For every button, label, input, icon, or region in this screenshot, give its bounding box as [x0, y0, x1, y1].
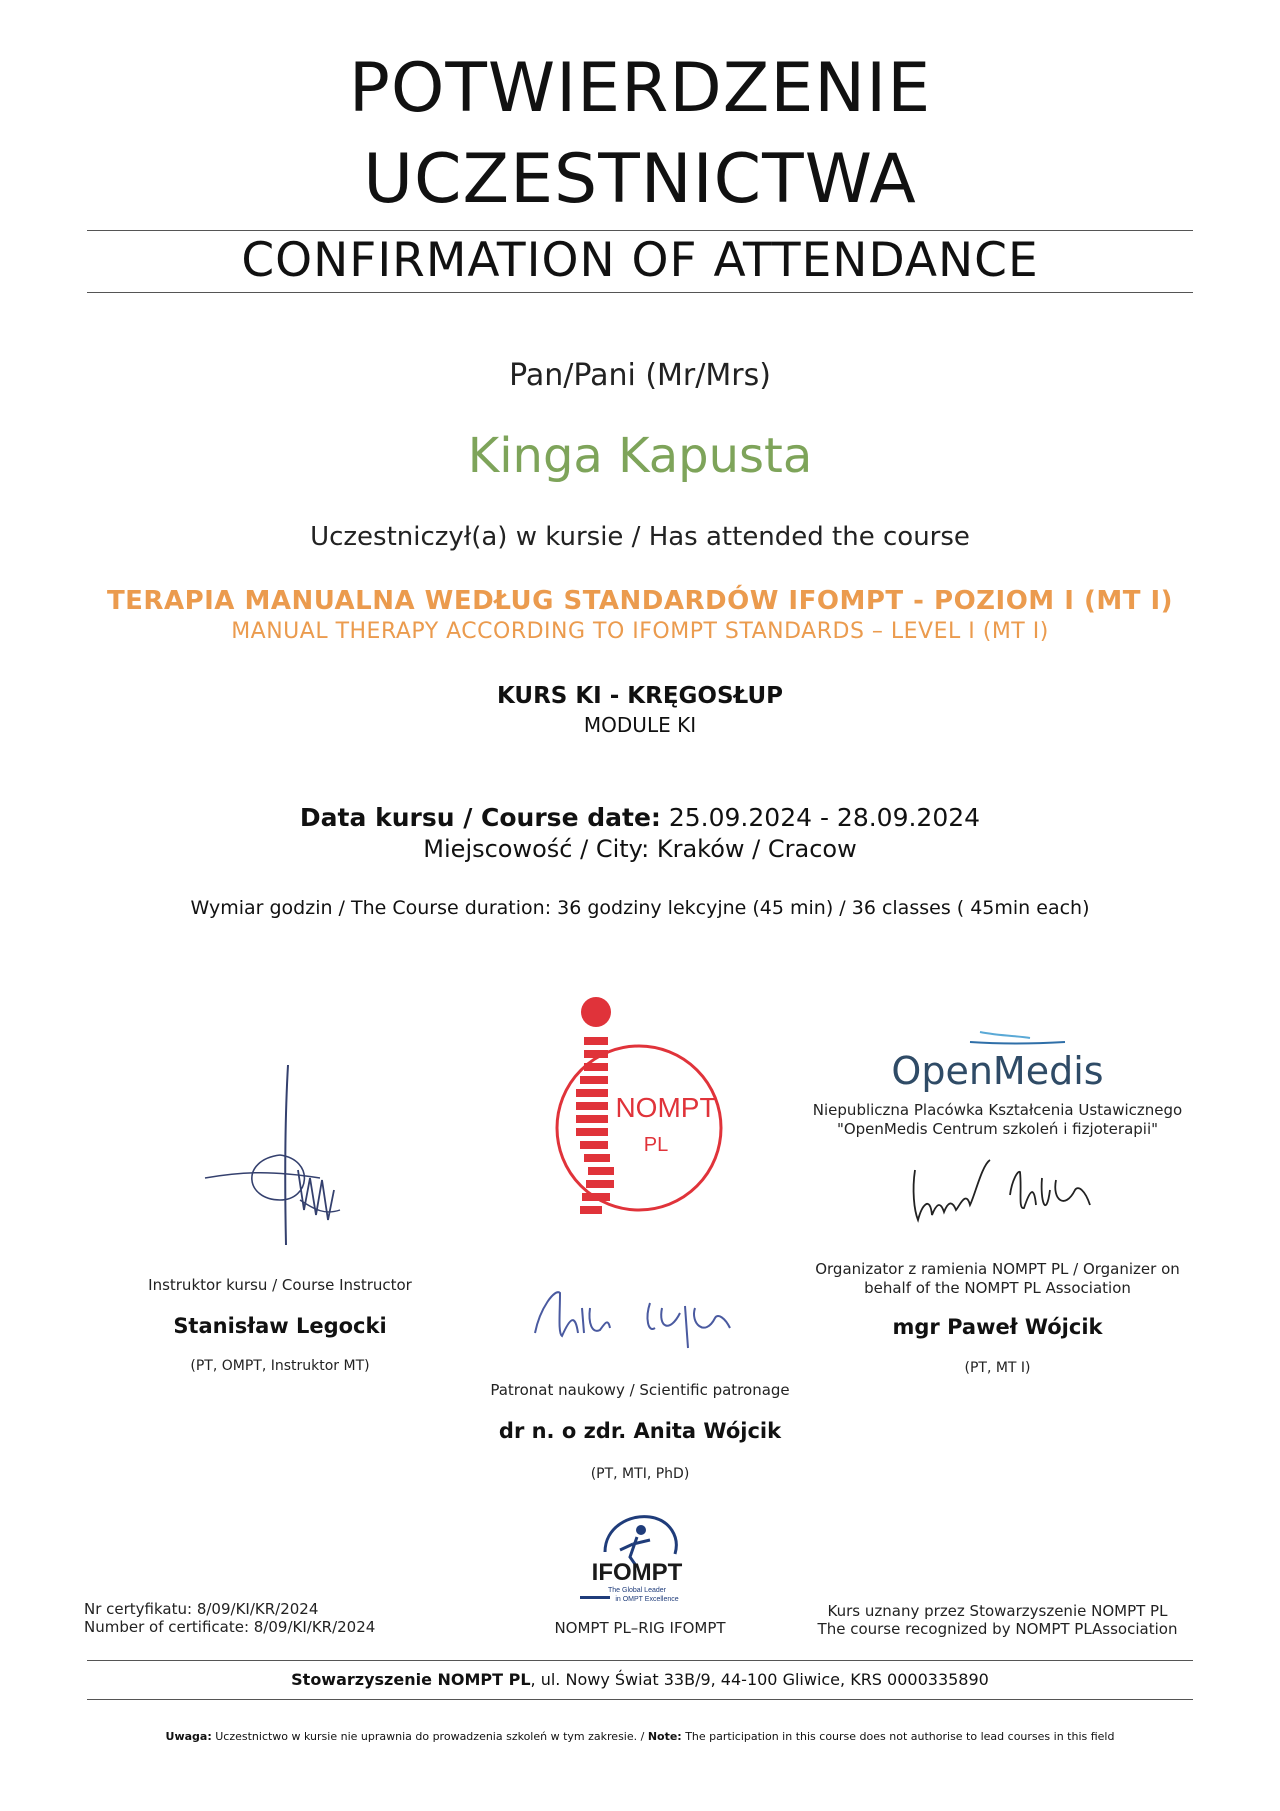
- instructor-name: Stanisław Legocki: [173, 1314, 387, 1338]
- ifompt-tagline-1: The Global Leader: [608, 1587, 666, 1594]
- course-date: [0, 803, 1280, 832]
- organizer-institution-line2: "OpenMedis Centrum szkoleń i fizjoterapii": [836, 1120, 1159, 1138]
- recipient-name: Kinga Kapusta: [467, 428, 813, 484]
- footer-org: Stowarzyszenie NOMPT PL: [291, 1670, 531, 1689]
- patron-credentials: (PT, MTI, PhD): [590, 1466, 690, 1482]
- course-name-pl: TERAPIA MANUALNA WEDŁUG STANDARDÓW IFOMPT - POZIOM I (MT I): [106, 586, 1174, 616]
- divider-top: [87, 230, 1193, 231]
- module-pl: KURS KI - KRĘGOSŁUP: [496, 683, 784, 709]
- subtitle: CONFIRMATION OF ATTENDANCE: [241, 233, 1039, 288]
- salutation: Pan/Pani (Mr/Mrs): [509, 358, 771, 393]
- module-en: MODULE KI: [583, 713, 697, 737]
- certificate-number-pl: Nr certyfikatu: 8/09/KI/KR/2024: [84, 1600, 319, 1618]
- instructor-credentials: (PT, OMPT, Instruktor MT): [190, 1358, 370, 1374]
- course-name-en: MANUAL THERAPY ACCORDING TO IFOMPT STANDARDS – LEVEL I (MT I): [231, 619, 1049, 644]
- ifompt-caption: NOMPT PL–RIG IFOMPT: [554, 1619, 726, 1637]
- course-date-value: 25.09.2024 - 28.09.2024: [668, 803, 981, 832]
- footer-divider-top: [87, 1660, 1193, 1661]
- openmedis-logo-text: OpenMedis: [891, 1049, 1104, 1093]
- nompt-logo-icon: [536, 995, 736, 1240]
- patron-signature-icon: [530, 1278, 750, 1358]
- nompt-logo-text: NOMPT: [615, 1092, 717, 1123]
- footer-note-label-pl: Uwaga:: [165, 1730, 212, 1743]
- patron-name: dr n. o zdr. Anita Wójcik: [498, 1419, 782, 1443]
- organizer-role-line1: Organizator z ramienia NOMPT PL / Organizer on: [815, 1260, 1180, 1278]
- ifompt-logo-text: IFOMPT: [591, 1559, 683, 1586]
- ifompt-tagline-2: in OMPT Excellence: [615, 1596, 679, 1603]
- attended-text: Uczestniczył(a) w kursie / Has attended the course: [310, 522, 970, 552]
- footer-note-label-en: Note:: [647, 1730, 682, 1743]
- organizer-role-line2: behalf of the NOMPT PL Association: [864, 1279, 1131, 1297]
- course-duration: Wymiar godzin / The Course duration: 36 godziny lekcyjne (45 min) / 36 classes ( 45min each): [190, 897, 1090, 919]
- divider-bottom: [87, 292, 1193, 293]
- course-date-label: Data kursu / Course date:: [299, 803, 661, 832]
- nompt-logo-sub: PL: [643, 1134, 669, 1156]
- title-line-2: UCZESTNICTWA: [363, 140, 917, 219]
- ifompt-logo-icon: [575, 1512, 700, 1617]
- certificate-number-en: Number of certificate: 8/09/KI/KR/2024: [84, 1618, 376, 1636]
- footer-address-text: , ul. Nowy Świat 33B/9, 44-100 Gliwice, KRS 0000335890: [530, 1670, 989, 1689]
- title-line-1: POTWIERDZENIE: [348, 49, 932, 128]
- organizer-institution-line1: Niepubliczna Placówka Kształcenia Ustawicznego: [812, 1101, 1183, 1119]
- footer-note: [0, 1730, 1280, 1743]
- instructor-role: Instruktor kursu / Course Instructor: [148, 1276, 412, 1294]
- recognition-line1: Kurs uznany przez Stowarzyszenie NOMPT PL: [827, 1602, 1168, 1620]
- course-city: Miejscowość / City: Kraków / Cracow: [423, 835, 857, 863]
- organizer-signature-icon: [900, 1150, 1100, 1240]
- footer-divider-bottom: [87, 1699, 1193, 1700]
- footer-note-en: The participation in this course does not authorise to lead courses in this field: [681, 1730, 1115, 1743]
- organizer-credentials: (PT, MT I): [964, 1360, 1031, 1376]
- organizer-name: mgr Paweł Wójcik: [892, 1315, 1103, 1339]
- patron-role: Patronat naukowy / Scientific patronage: [490, 1381, 790, 1399]
- instructor-signature-icon: [200, 1060, 350, 1250]
- footer-note-pl: Uczestnictwo w kursie nie uprawnia do prowadzenia szkoleń w tym zakresie. /: [211, 1730, 648, 1743]
- footer-address: [0, 1670, 1280, 1689]
- recognition-line2: The course recognized by NOMPT PLAssociation: [817, 1620, 1178, 1638]
